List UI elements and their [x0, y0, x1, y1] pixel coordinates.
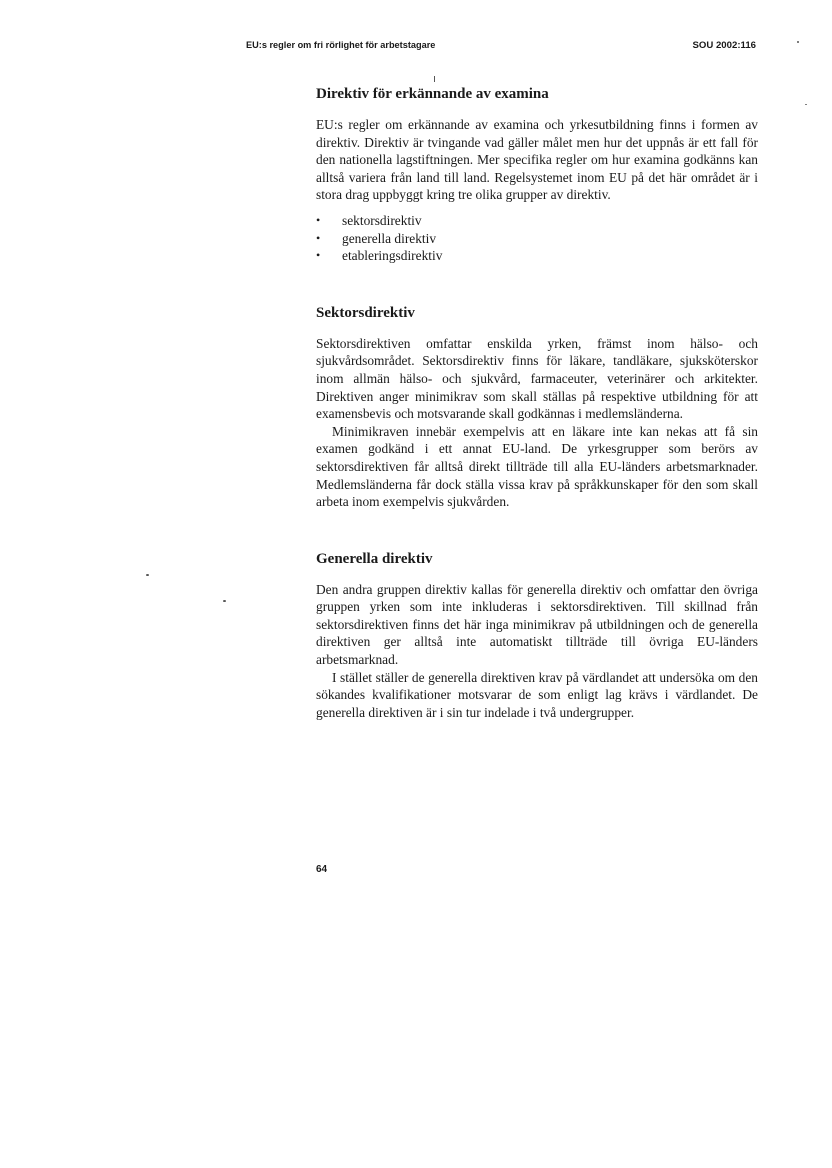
section-heading: Direktiv för erkännande av examina [316, 86, 549, 102]
scan-speck [434, 76, 435, 82]
section-heading: Generella direktiv [316, 550, 433, 567]
list-item [316, 247, 758, 265]
bullet-icon: • [316, 212, 321, 227]
list-item-text: generella direktiv [342, 230, 437, 246]
list-item-text: etableringsdirektiv [342, 248, 443, 264]
section-heading: Sektorsdirektiv [316, 304, 415, 321]
section-sektorsdirektiv [316, 303, 758, 511]
section-generella-direktiv [316, 549, 758, 722]
section-direktiv-examina [316, 84, 758, 265]
main-content [316, 84, 758, 751]
paragraph: Sektorsdirektiven omfattar enskilda yrken, främst inom hälso- och sjukvårdsområdet. Sektorsdirektiv finns för läkare, tandläkare, sjuksköterskor inom allmän hälso- och sjukvård, farmaceuter, veterinärer och arkitekter. Direktiven anger minimikrav som skall ställas på respektive utbildning för att examensbevis och motsvarande skall godkännas i medlemsländerna. [316, 335, 758, 422]
header-report-number: SOU 2002:116 [692, 40, 756, 51]
header-title: EU:s regler om fri rörlighet för arbetstagare [246, 40, 436, 50]
running-header [246, 40, 756, 54]
bullet-list [316, 212, 758, 265]
scan-speck [146, 574, 149, 576]
paragraph: I stället ställer de generella direktiven krav på värdlandet att undersöka om den sökandes kvalifikationer motsvarar de som enligt lag krävs i värdlandet. De generella direktiven är i sin tur indelade i två undergrupper. [316, 669, 758, 720]
paragraph: Minimikraven innebär exempelvis att en läkare inte kan nekas att få sin examen godkänd i ett annat EU-land. De yrkesgrupper som berörs av sektorsdirektiven får alltså direkt tillträde till alla EU-länders arbetsmarknader. Medlemsländerna får dock ställa vissa krav på språkkunskaper för den som skall arbeta inom exempelvis sjukvården. [316, 423, 758, 510]
paragraph: EU:s regler om erkännande av examina och yrkesutbildning finns i formen av direktiv. Direktiv är tvingande vad gäller målet men hur det uppnås är ett fall för den nationella lagstiftningen. Mer specifika regler om hur examina godkänns kan alltså variera från land till land. Regelsystemet inom EU på det här området är i stora drag uppbyggt kring tre olika grupper av direktiv. [316, 117, 758, 203]
list-item-text: sektorsdirektiv [342, 212, 422, 228]
scan-speck [797, 41, 799, 43]
bullet-icon: • [316, 248, 321, 263]
list-item [316, 230, 758, 248]
scan-speck [805, 104, 807, 105]
page-number: 64 [316, 864, 328, 875]
list-item [316, 212, 758, 230]
scan-speck [223, 600, 226, 602]
bullet-icon: • [316, 230, 321, 245]
paragraph: Den andra gruppen direktiv kallas för generella direktiv och omfattar den övriga gruppen yrken som inte inkluderas i sektorsdirektiven. Till skillnad från sektorsdirektiven finns det här inga minimikrav på utbildningen och de generella direktiven ger alltså inte automatiskt tillträde till övriga EU-länders arbetsmarknad. [316, 581, 758, 668]
